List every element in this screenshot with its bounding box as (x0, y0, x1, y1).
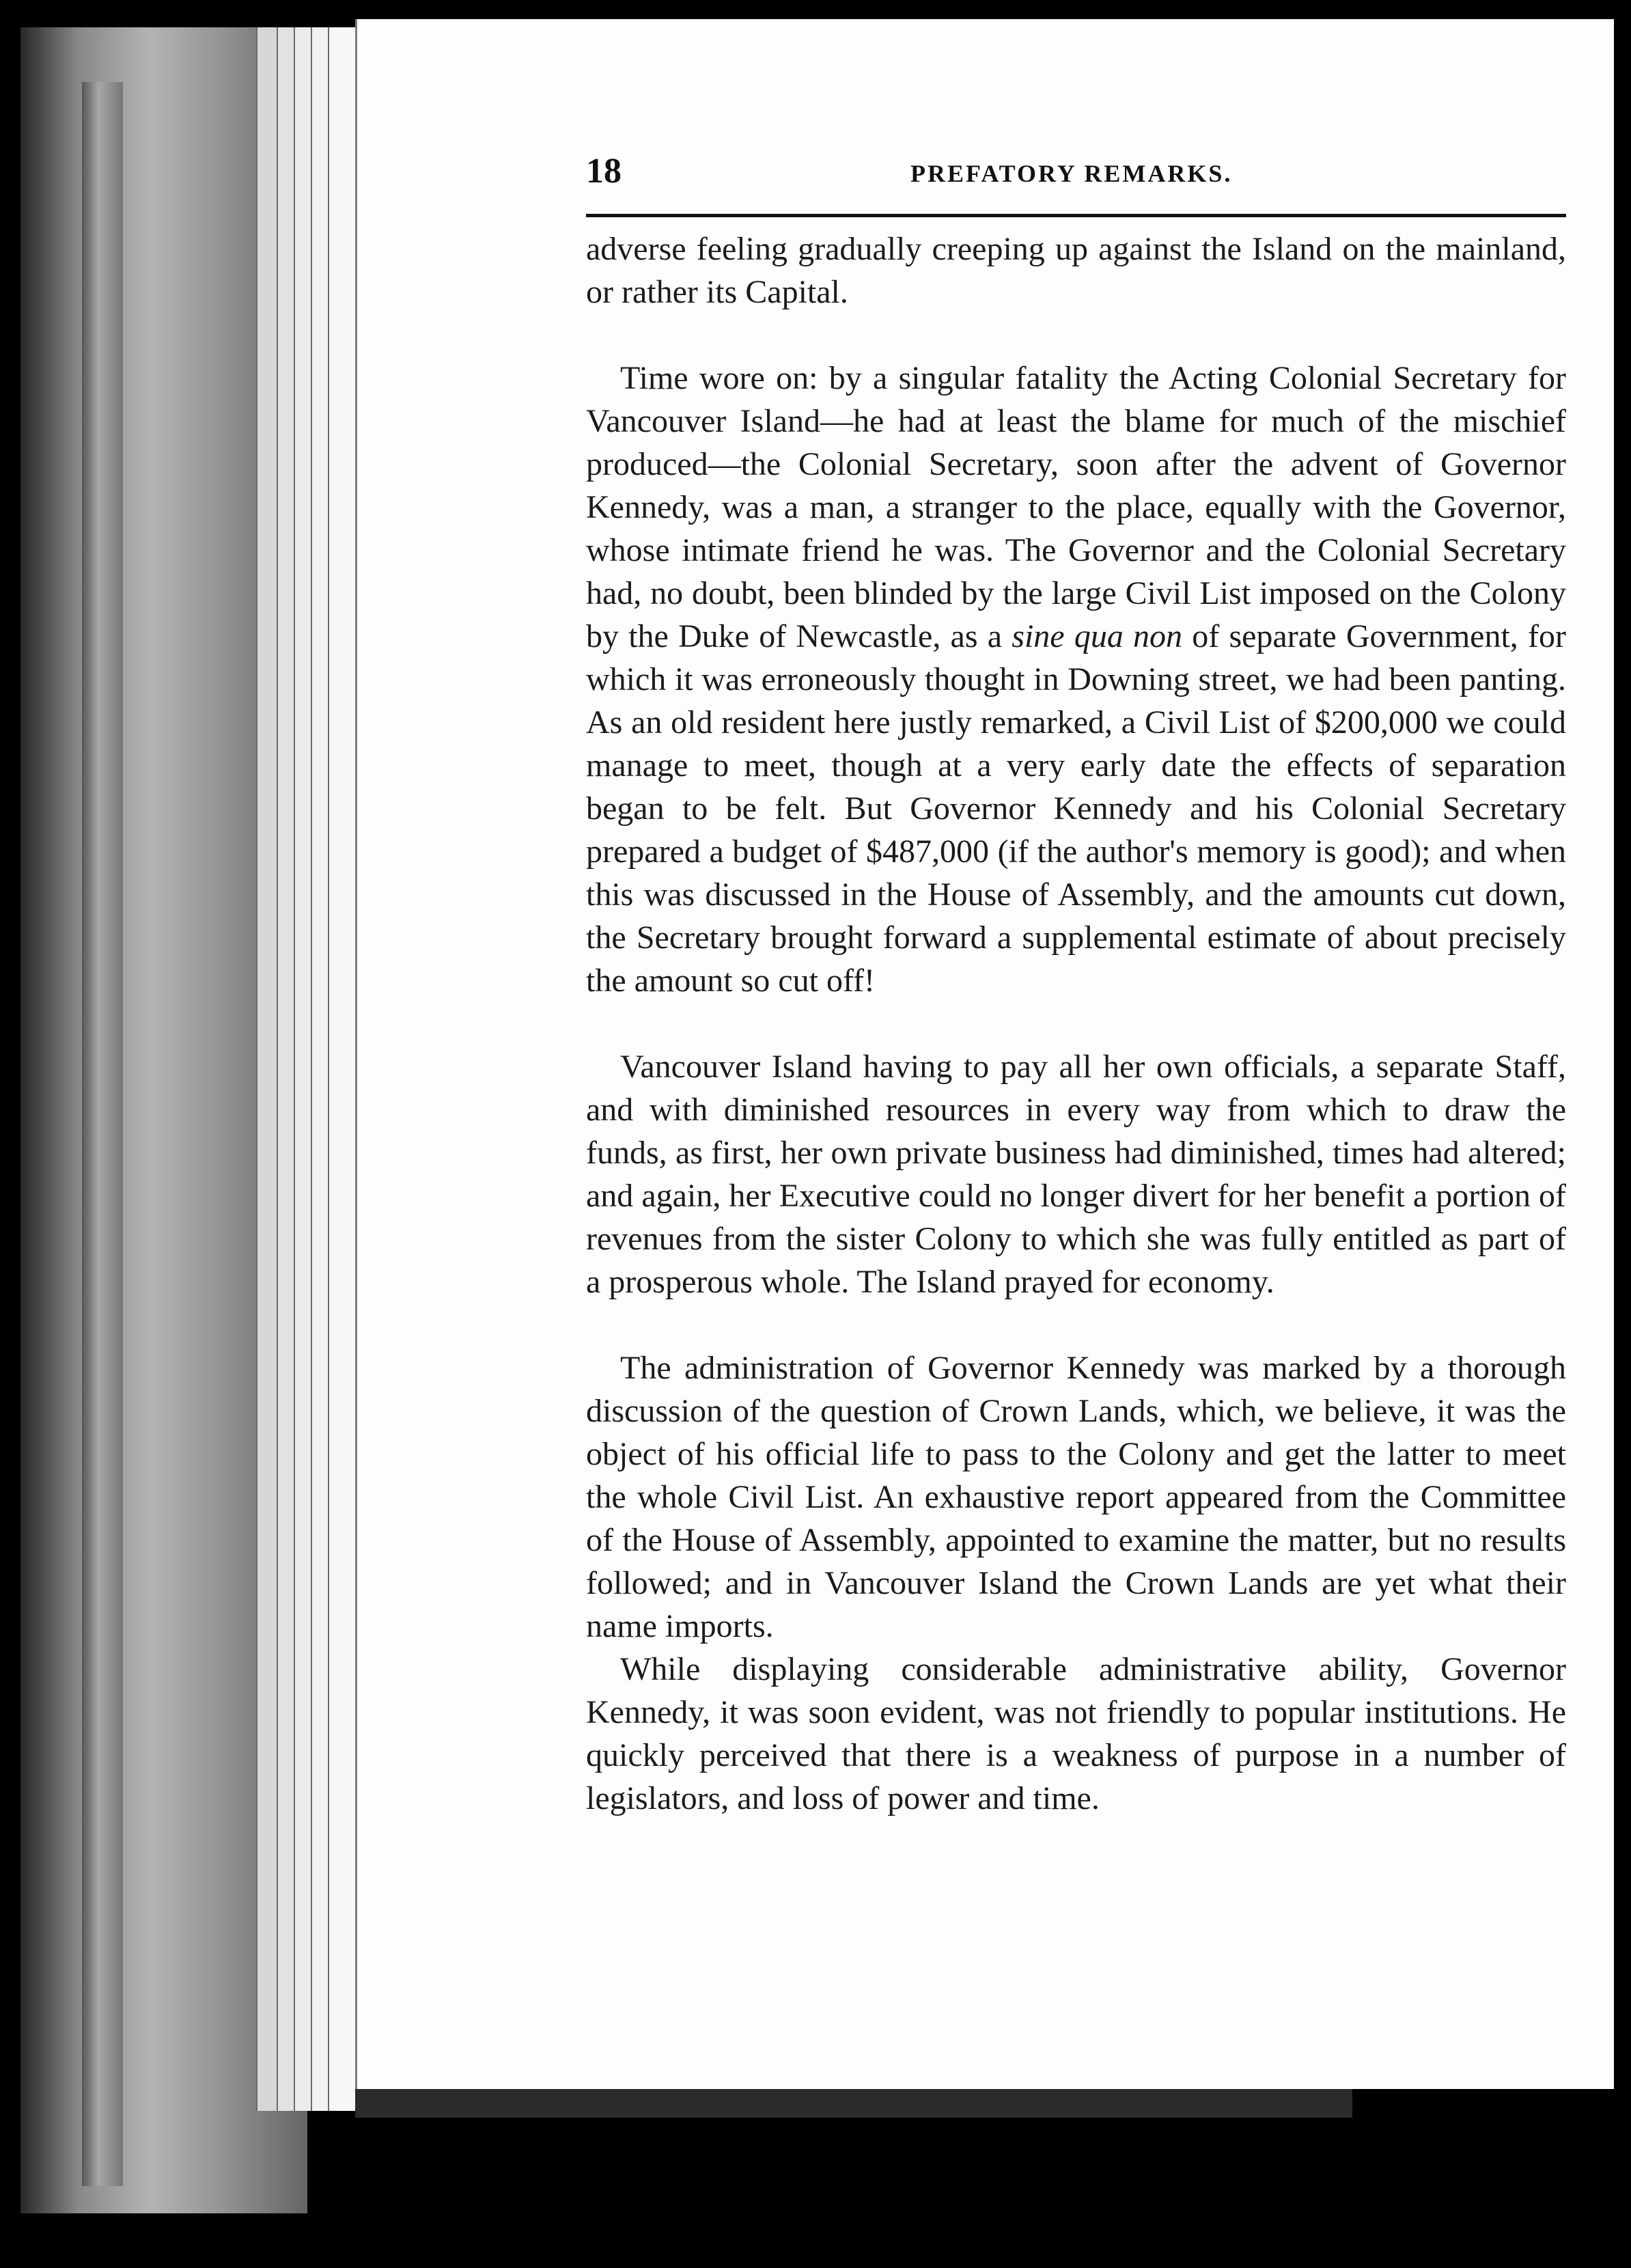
page-body (586, 227, 1566, 1820)
header-rule (586, 214, 1566, 217)
page-number: 18 (586, 152, 622, 191)
paragraph: adverse feeling gradually creeping up against the Island on the mainland, or rather its Capital. (586, 231, 1566, 310)
italic-phrase: sine qua non (1012, 618, 1183, 654)
paragraph-text: of separate Government, for which it was erroneously thought in Downing street, we had been panting. As an old resident here justly remarked, a Civil List of $200,000 we could manage to meet, though at a very early date the effects of separation began to be felt. But Governor Kennedy and his Colonial Secretary prepared a budget of $487,000 (if the author's memory is good); and when this was discussed in the House of Assembly, and the amounts cut down, the Secretary brought forward a supplemental estimate of about precisely the amount so cut off! (586, 618, 1566, 999)
running-head: PREFATORY REMARKS. (910, 160, 1233, 187)
book-page (355, 19, 1614, 2089)
paragraph: Vancouver Island having to pay all her own officials, a separate Staff, and with diminished resources in every way from which to draw the funds, as first, her own private business had diminished, times had altered; and again, her Executive could no longer divert for her benefit a portion of revenues from the sister Colony to which she was fully entitled as part of a prosperous whole. The Island prayed for economy. (586, 1049, 1566, 1300)
paragraph (586, 357, 1566, 1002)
paragraph-text: Time wore on: by a singular fatality the Acting Colonial Secretary for Vancouver Island—he had at least the blame for much of the mischief produced—the Colonial Secretary, soon after the advent of Governor Kennedy, was a man, a stranger to the place, equally with the Governor, whose intimate friend he was. The Governor and the Colonial Secretary had, no doubt, been blinded by the large Civil List imposed on the Colony by the Duke of Newcastle, as a (586, 360, 1566, 654)
page-header (586, 146, 1566, 195)
binding-strip (82, 82, 123, 2186)
paragraph: While displaying considerable administrative ability, Governor Kennedy, it was soon evident, was not friendly to popular institutions. He quickly perceived that there is a weakness of purpose in a number of legislators, and loss of power and time. (586, 1651, 1566, 1816)
paragraph: The administration of Governor Kennedy was marked by a thorough discussion of the question of Crown Lands, which, we believe, it was the object of his official life to pass to the Colony and get the latter to meet the whole Civil List. An exhaustive report appeared from the Committee of the House of Assembly, appointed to examine the matter, but no results followed; and in Vancouver Island the Crown Lands are yet what their name imports. (586, 1350, 1566, 1644)
